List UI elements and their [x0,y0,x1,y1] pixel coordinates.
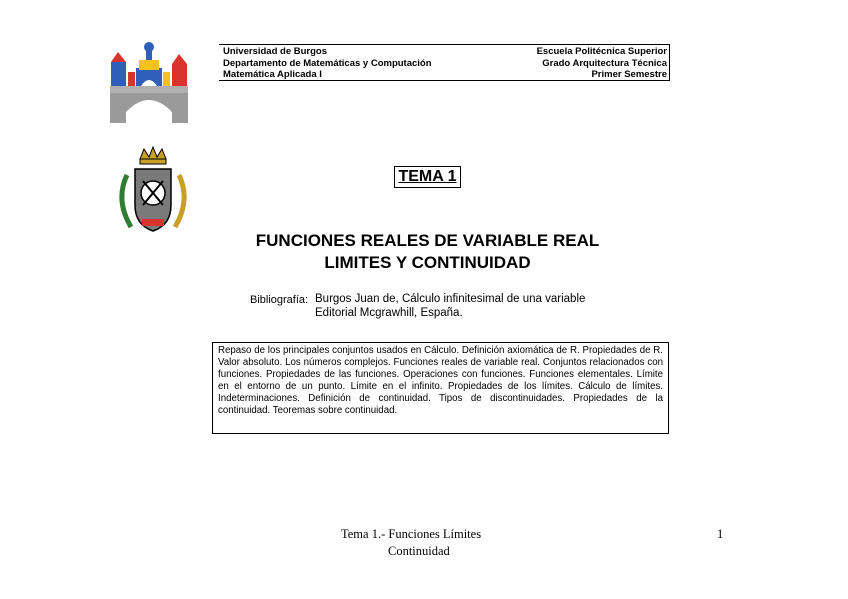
header-table [219,44,670,81]
semester: Primer Semestre [591,69,667,80]
title-line-1: FUNCIONES REALES DE VARIABLE REAL [255,231,600,250]
bibliography-label: Bibliografía: [250,294,309,306]
bibliography-line-1: Burgos Juan de, Cálculo infinitesimal de una variable [315,293,586,305]
bibliography-line-2: Editorial Mcgrawhill, España. [315,307,463,319]
header-row-1 [223,46,667,58]
title-line-2: LIMITES Y CONTINUIDAD [324,253,531,272]
university-name: Universidad de Burgos [223,46,327,57]
summary-box: Repaso de los principales conjuntos usados en Cálculo. Definición axiomática de R. Propiedades de R. Valor absoluto. Los números complejos. Funciones reales de variable real. Conjuntos relacionados con funciones. Propiedades de las funciones. Operaciones con funciones. Funciones elementales. Límite en el entorno de un punto. Límite en el infinito. Propiedades de los límites. Cálculo de límites. Indeterminaciones. Definición de continuidad. Tipos de discontinuidades. Propiedades de la continuidad. Teoremas sobre continuidad. [212,342,669,434]
page-number: 1 [717,527,724,541]
topic-number: TEMA 1 [394,166,461,188]
university-logo [108,40,190,125]
footer-line-1: Tema 1.- Funciones Límites [341,527,482,541]
school-crest [113,145,193,237]
footer-line-2: Continuidad [388,544,450,558]
header-row-3 [223,69,667,81]
degree-name: Grado Arquitectura Técnica [542,58,667,69]
area-name: Matemática Aplicada I [223,69,322,80]
department-name: Departamento de Matemáticas y Computación [223,58,432,69]
school-name: Escuela Politécnica Superior [536,46,667,57]
